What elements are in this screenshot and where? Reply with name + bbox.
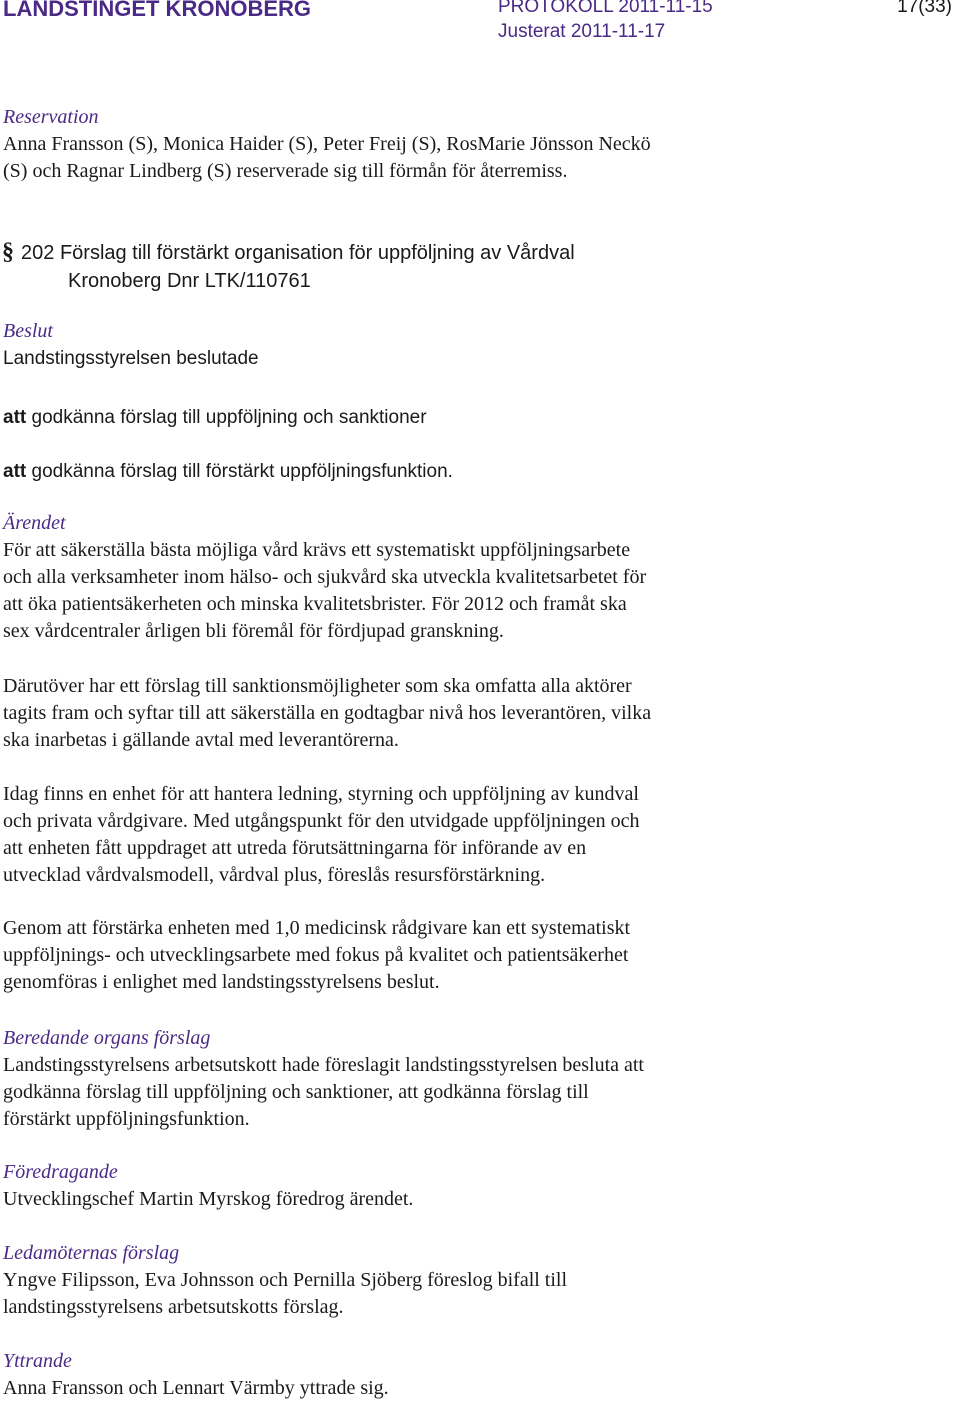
paragraph-line: Därutöver har ett förslag till sanktionsmöjligheter som ska omfatta alla aktörer bbox=[3, 675, 632, 697]
beslut-section bbox=[3, 318, 953, 372]
paragraph-line: Yngve Filipsson, Eva Johnsson och Pernilla Sjöberg föreslog bifall till bbox=[3, 1269, 568, 1291]
arendet-paragraph bbox=[3, 915, 953, 996]
foredragande-label: Föredragande bbox=[3, 1161, 118, 1183]
arendet-paragraph bbox=[3, 673, 953, 754]
beslut-item bbox=[3, 404, 953, 431]
paragraph-line: och alla verksamheter inom hälso- och sjukvård ska utveckla kvalitetsarbetet för bbox=[3, 566, 647, 588]
paragraph-line: sex vårdcentraler årligen bli föremål för fördjupad granskning. bbox=[3, 620, 504, 642]
beslut-item-text: godkänna förslag till förstärkt uppföljningsfunktion. bbox=[31, 461, 453, 482]
paragraph-line: ska inarbetas i gällande avtal med leverantörerna. bbox=[3, 729, 399, 751]
paragraph-line: genomföras i enlighet med landstingsstyrelsens beslut. bbox=[3, 971, 440, 993]
org-name: LANDSTINGET KRONOBERG bbox=[3, 0, 311, 21]
paragraph-line: utvecklad vårdvalsmodell, vårdval plus, föreslås resursförstärkning. bbox=[3, 864, 546, 886]
section-mark: § bbox=[2, 239, 14, 265]
paragraph-line: För att säkerställa bästa möjliga vård krävs ett systematiskt uppföljningsarbete bbox=[3, 539, 631, 561]
paragraph-line: Anna Fransson och Lennart Värmby yttrade sig. bbox=[3, 1377, 389, 1399]
protocol-date: PROTOKOLL 2011-11-15 bbox=[498, 0, 713, 17]
paragraph-line: och privata vårdgivare. Med utgångspunkt för den utvidgade uppföljningen och bbox=[3, 810, 640, 832]
ledamoter-section bbox=[3, 1240, 953, 1321]
arendet-paragraph bbox=[3, 781, 953, 889]
item-number: 202 bbox=[21, 242, 55, 264]
beredande-section bbox=[3, 1025, 953, 1133]
beslut-item bbox=[3, 458, 953, 485]
item-heading bbox=[3, 239, 953, 295]
beslut-item-text: godkänna förslag till uppföljning och sanktioner bbox=[31, 407, 427, 428]
ledamoter-label: Ledamöternas förslag bbox=[3, 1242, 180, 1264]
att-word: att bbox=[3, 407, 27, 428]
yttrande-label: Yttrande bbox=[3, 1350, 72, 1372]
approved-date: Justerat 2011-11-17 bbox=[498, 21, 666, 42]
arendet-section bbox=[3, 510, 953, 645]
paragraph-line: godkänna förslag till uppföljning och sanktioner, att godkänna förslag till bbox=[3, 1081, 589, 1103]
page-number: 17(33) bbox=[897, 0, 952, 17]
paragraph-line: Utvecklingschef Martin Myrskog föredrog ärendet. bbox=[3, 1188, 414, 1210]
paragraph-line: landstingsstyrelsens arbetsutskotts förslag. bbox=[3, 1296, 344, 1318]
beslut-label: Beslut bbox=[3, 320, 53, 342]
reservation-line: Anna Fransson (S), Monica Haider (S), Peter Freij (S), RosMarie Jönsson Neckö bbox=[3, 133, 651, 155]
item-title-line2: Kronoberg Dnr LTK/110761 bbox=[68, 270, 311, 292]
paragraph-line: att enheten fått uppdraget att utreda förutsättningarna för införande av en bbox=[3, 837, 587, 859]
reservation-label: Reservation bbox=[3, 106, 99, 128]
paragraph-line: Idag finns en enhet för att hantera ledning, styrning och uppföljning av kundval bbox=[3, 783, 639, 805]
att-word: att bbox=[3, 461, 27, 482]
paragraph-line: att öka patientsäkerheten och minska kvalitetsbrister. För 2012 och framåt ska bbox=[3, 593, 627, 615]
paragraph-line: Genom att förstärka enheten med 1,0 medicinsk rådgivare kan ett systematiskt bbox=[3, 917, 631, 939]
reservation-line: (S) och Ragnar Lindberg (S) reserverade sig till förmån för återremiss. bbox=[3, 160, 568, 182]
yttrande-section bbox=[3, 1348, 953, 1402]
page-header bbox=[3, 0, 952, 42]
foredragande-section bbox=[3, 1159, 953, 1213]
reservation-section bbox=[3, 104, 953, 185]
paragraph-line: tagits fram och syftar till att säkerställa en godtagbar nivå hos leverantören, vilka bbox=[3, 702, 652, 724]
paragraph-line: förstärkt uppföljningsfunktion. bbox=[3, 1108, 250, 1130]
beslut-intro: Landstingsstyrelsen beslutade bbox=[3, 348, 259, 369]
paragraph-line: uppföljnings- och utvecklingsarbete med fokus på kvalitet och patientsäkerhet bbox=[3, 944, 629, 966]
arendet-label: Ärendet bbox=[3, 512, 66, 534]
beredande-label: Beredande organs förslag bbox=[3, 1027, 211, 1049]
item-title-line1: Förslag till förstärkt organisation för uppföljning av Vårdval bbox=[59, 242, 575, 264]
paragraph-line: Landstingsstyrelsens arbetsutskott hade föreslagit landstingsstyrelsen besluta att bbox=[3, 1054, 644, 1076]
